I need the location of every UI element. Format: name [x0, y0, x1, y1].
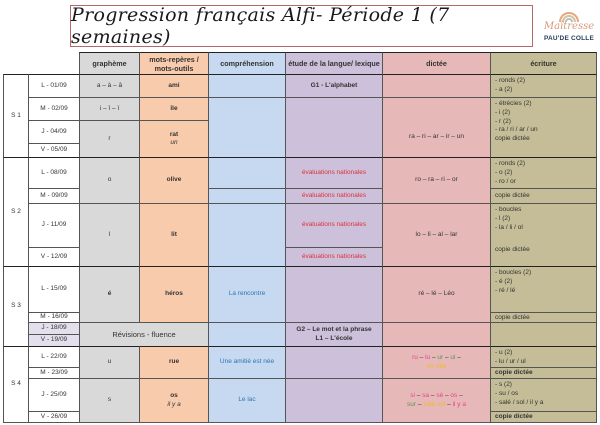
comprehension-cell: Une amitié est née [208, 346, 286, 379]
comprehension-cell [208, 74, 286, 98]
dictee-cell: ra – ri – ar – ir – un [382, 97, 491, 158]
dictee-cell [382, 322, 491, 347]
comprehension-cell [208, 97, 286, 158]
etude-cell-evaluation: évaluations nationales [285, 247, 383, 267]
week-label: S 1 [3, 74, 29, 158]
comprehension-cell [208, 157, 286, 189]
grapheme-cell: o [79, 157, 140, 204]
mots-cell: olive [139, 157, 209, 204]
dictee-line: si – sa – sé – os – [410, 392, 463, 400]
header-mots-reperes: mots-repères / mots-outils [139, 52, 209, 75]
ecriture-item: - s (2) [495, 381, 512, 388]
ecriture-cell [490, 203, 597, 267]
ecriture-item: - ré / lé [495, 286, 516, 294]
dictee-line: un rôle [426, 362, 447, 370]
ecriture-item: copie dictée [495, 413, 533, 420]
ecriture-cell [490, 322, 597, 347]
dictee-cell: ro – ra – ri – or [382, 157, 491, 204]
grapheme-cell: i – î – ï [79, 97, 140, 121]
header-ecriture: écriture [490, 52, 597, 75]
day-cell: J - 25/09 [28, 378, 80, 412]
comprehension-cell: La rencontre [208, 266, 286, 323]
ecriture-item: - a (2) [495, 85, 513, 93]
etude-cell [285, 266, 383, 323]
ecriture-item: - l (2) [495, 214, 511, 222]
grapheme-cell: s [79, 378, 140, 423]
mot-outil: un [170, 139, 178, 146]
etude-cell: G1 - L'alphabet [285, 74, 383, 98]
day-cell: M - 16/09 [28, 312, 80, 323]
header-etude-langue: étude de la langue/ lexique [285, 52, 383, 75]
mots-cell [139, 378, 209, 423]
logo-script: Maîtresse [543, 21, 595, 32]
dictee-line: ru – lu – ur – ul – [412, 354, 461, 362]
ecriture-item: - i (2) [495, 108, 511, 116]
day-cell: J - 04/09 [28, 120, 80, 144]
comprehension-cell [208, 203, 286, 267]
mot-outil: il y a [167, 400, 181, 408]
ecriture-item: - ra / ri / ar / un [495, 126, 538, 134]
etude-item: G2 – Le mot et la phrase [296, 326, 372, 334]
mots-cell: ami [139, 74, 209, 98]
mots-cell: lit [139, 203, 209, 267]
logo [540, 8, 598, 48]
etude-item: L1 – L'école [315, 334, 353, 342]
comprehension-cell: Le lac [208, 378, 286, 423]
day-cell: M - 02/09 [28, 97, 80, 121]
day-cell: V - 12/09 [28, 247, 80, 267]
comprehension-cell [208, 188, 286, 204]
grapheme-cell: é [79, 266, 140, 323]
etude-cell [285, 97, 383, 158]
mots-cell: rue [139, 346, 209, 379]
ecriture-item: copie dictée [495, 246, 530, 254]
etude-cell-evaluation: évaluations nationales [285, 203, 383, 248]
ecriture-cell [490, 97, 597, 158]
dictee-line: sur – salé sol – il y a [407, 400, 466, 408]
week-label: S 4 [3, 346, 29, 423]
ecriture-item: - u (2) [495, 349, 513, 356]
etude-cell [285, 346, 383, 379]
ecriture-item: - la / li / ol [495, 223, 523, 231]
dictee-cell: lo – li – al – lar [382, 203, 491, 267]
ecriture-item: - ro / or [495, 177, 516, 185]
ecriture-item: - su / os [495, 389, 519, 397]
day-cell: V - 19/09 [28, 334, 80, 347]
day-cell: J - 18/09 [28, 322, 80, 335]
day-cell: M - 09/09 [28, 188, 80, 204]
page-title: Progression français Alfi- Période 1 (7 semaines) [71, 4, 450, 48]
ecriture-cell [490, 346, 597, 368]
ecriture-item: copie dictée [495, 192, 530, 199]
etude-cell-evaluation: évaluations nationales [285, 157, 383, 189]
grapheme-cell: u [79, 346, 140, 379]
etude-cell [285, 378, 383, 423]
day-cell: V - 26/09 [28, 411, 80, 423]
rainbow-icon [558, 8, 580, 22]
header-grapheme: graphème [79, 52, 140, 75]
grapheme-cell: l [79, 203, 140, 267]
day-cell: M - 23/09 [28, 367, 80, 379]
ecriture-item: copie dictée [495, 369, 533, 376]
revisions-cell: Révisions - fluence [79, 322, 209, 347]
ecriture-item: - lu / ur / ul [495, 357, 526, 365]
week-label: S 3 [3, 266, 29, 347]
mot-repere: rat [169, 130, 179, 138]
ecriture-cell [490, 378, 597, 412]
etude-cell [285, 322, 383, 347]
title-box [70, 5, 533, 47]
ecriture-item: - boucles [495, 206, 522, 213]
grapheme-cell: r [79, 120, 140, 158]
mots-cell: héros [139, 266, 209, 323]
header-comprehension: compréhension [208, 52, 286, 75]
week-label: S 2 [3, 157, 29, 267]
ecriture-item: - ronds (2) [495, 160, 525, 167]
ecriture-item: copie dictée [495, 314, 530, 321]
mot-repere: os [170, 392, 178, 400]
dictee-cell [382, 378, 491, 423]
etude-cell-evaluation: évaluations nationales [285, 188, 383, 204]
ecriture-item: - salé / sol / il y a [495, 398, 544, 406]
day-cell: J - 11/09 [28, 203, 80, 248]
header-dictee: dictée [382, 52, 491, 75]
day-cell: L - 22/09 [28, 346, 80, 368]
day-cell: V - 05/09 [28, 143, 80, 158]
ecriture-item: - étrécies (2) [495, 100, 532, 107]
grapheme-cell: a – à – â [79, 74, 140, 98]
mots-cell [139, 120, 209, 158]
day-cell: L - 15/09 [28, 266, 80, 313]
day-cell: L - 08/09 [28, 157, 80, 189]
mots-cell: île [139, 97, 209, 121]
dictee-cell [382, 74, 491, 98]
ecriture-cell [490, 266, 597, 313]
ecriture-item: - r (2) [495, 117, 511, 125]
ecriture-item: - boucles (2) [495, 269, 532, 276]
day-cell: L - 01/09 [28, 74, 80, 98]
ecriture-item: - o (2) [495, 168, 513, 176]
ecriture-item: - é (2) [495, 277, 513, 285]
ecriture-cell [490, 188, 597, 204]
ecriture-cell [490, 74, 597, 98]
dictee-cell [382, 346, 491, 379]
dictee-cell: ré – lé – Léo [382, 266, 491, 323]
logo-subtitle: PAU'DE COLLE [543, 35, 595, 42]
ecriture-item: - ronds (2) [495, 77, 525, 84]
ecriture-cell [490, 411, 597, 423]
ecriture-item: copie dictée [495, 135, 530, 143]
ecriture-cell [490, 157, 597, 189]
comprehension-cell [208, 322, 286, 347]
